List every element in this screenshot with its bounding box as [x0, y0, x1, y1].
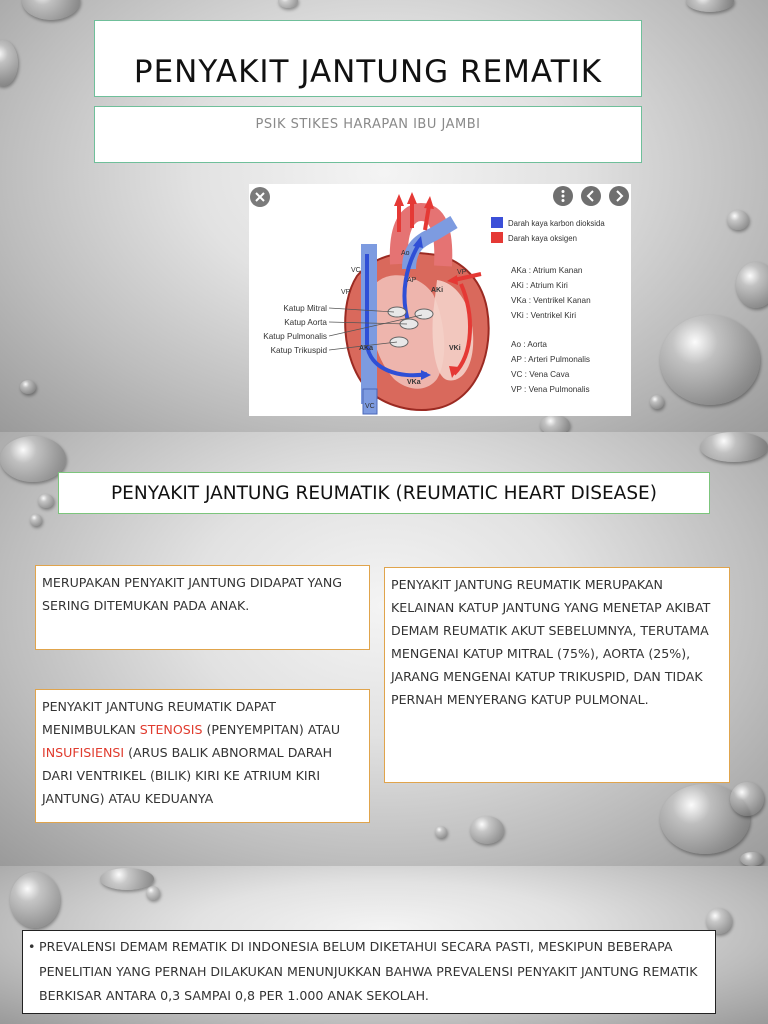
water-drop [100, 868, 154, 890]
prevalence-text: PREVALENSI DEMAM REMATIK DI INDONESIA BELUM DIKETAHUI SECARA PASTI, MESKIPUN BEBERAPA PENELITIAN YANG PERNAH DILAKUKAN MENUNJUKKAN BAHWA PREVALENSI PENYAKIT JANTUNG REMATIK BERKISAR ANTARA 0,3 SAMPAI 0,8 PER 1.000 ANAK SEKOLAH. [39, 939, 698, 1003]
label-aka: AKa [359, 345, 374, 352]
valve-label-pulmonalis: Katup Pulmonalis [263, 332, 327, 341]
water-drop [660, 315, 760, 405]
section-title: PENYAKIT JANTUNG REUMATIK (REUMATIC HEART DISEASE) [111, 482, 657, 504]
water-drop [20, 380, 36, 394]
water-drop [38, 494, 54, 508]
water-drop [700, 432, 768, 462]
complication-box [35, 689, 370, 823]
water-drop [650, 395, 664, 409]
abbreviation-list [511, 266, 591, 394]
abbr-item: VKi : Ventrikel Kiri [511, 311, 577, 320]
definition-box [35, 565, 370, 650]
label-aki: AKi [431, 287, 444, 294]
water-drop [22, 0, 80, 20]
abbr-item: AKa : Atrium Kanan [511, 266, 583, 275]
legend-label-co2: Darah kaya karbon dioksida [508, 219, 605, 228]
water-drop [740, 852, 764, 866]
subtitle: PSIK STIKES HARAPAN IBU JAMBI [255, 117, 481, 132]
abbr-item: Ao : Aorta [511, 340, 547, 349]
section-title-box [58, 472, 710, 514]
label-vc-bottom: VC [365, 403, 375, 410]
water-drop [278, 0, 298, 8]
heart-diagram-svg [249, 184, 631, 416]
more-icon[interactable] [553, 186, 573, 206]
water-drop [0, 40, 18, 86]
water-drop [10, 872, 60, 928]
water-drop [730, 782, 764, 816]
abbr-item: VC : Vena Cava [511, 370, 570, 379]
abbr-item: AKi : Atrium Kiri [511, 281, 568, 290]
page-title: PENYAKIT JANTUNG REMATIK [133, 54, 603, 90]
complication-text-3: (ARUS BALIK ABNORMAL DARAH DARI VENTRIKEL (BILIK) KIRI KE ATRIUM KIRI JANTUNG) ATAU KEDUANYA [42, 745, 333, 806]
water-drop [736, 262, 768, 308]
valve-disorder-box [384, 567, 730, 783]
slide-3 [0, 866, 768, 1024]
label-vki: VKi [449, 345, 461, 352]
close-icon[interactable] [250, 187, 270, 207]
subtitle-box [94, 106, 642, 163]
complication-text-2: (PENYEMPITAN) ATAU [202, 722, 341, 737]
valve-label-trikuspid: Katup Trikuspid [270, 346, 327, 355]
label-vp-right: VP [457, 269, 467, 276]
abbr-item: VKa : Ventrikel Kanan [511, 296, 591, 305]
abbr-item: VP : Vena Pulmonalis [511, 385, 590, 394]
water-drop [686, 0, 734, 12]
label-ap: AP [407, 277, 417, 284]
bullet: • [28, 939, 36, 954]
chevron-right-icon[interactable] [609, 186, 629, 206]
valve-label-mitral: Katup Mitral [283, 304, 327, 313]
complication-text-1: PENYAKIT JANTUNG REUMATIK DAPAT MENIMBULKAN [42, 699, 276, 737]
slide-2 [0, 432, 768, 866]
label-vka: VKa [407, 379, 421, 386]
label-ao: Ao [401, 250, 410, 257]
heart-diagram [249, 184, 631, 416]
title-box [94, 20, 642, 97]
legend-label-o2: Darah kaya oksigen [508, 234, 577, 243]
label-vp-left: VP [341, 289, 351, 296]
definition-text: MERUPAKAN PENYAKIT JANTUNG DIDAPAT YANG SERING DITEMUKAN PADA ANAK. [42, 575, 342, 613]
legend [491, 217, 605, 243]
water-drop [470, 816, 504, 844]
abbr-item: AP : Arteri Pulmonalis [511, 355, 591, 364]
stenosis-term: STENOSIS [139, 722, 203, 737]
chevron-left-icon[interactable] [581, 186, 601, 206]
water-drop [435, 826, 447, 838]
water-drop [727, 210, 749, 230]
valve-disorder-text: PENYAKIT JANTUNG REUMATIK MERUPAKAN KELAINAN KATUP JANTUNG YANG MENETAP AKIBAT DEMAM REUMATIK AKUT SEBELUMNYA, TERUTAMA MENGENAI KATUP MITRAL (75%), AORTA (25%), JARANG MENGENAI KATUP TRIKUSPID, DAN TIDAK PERNAH MENYERANG KATUP PULMONAL. [391, 577, 711, 707]
slide-1 [0, 0, 768, 432]
water-drop [146, 886, 160, 900]
water-drop [0, 436, 66, 482]
water-drop [30, 514, 42, 526]
prevalence-box [22, 930, 716, 1014]
water-drop [540, 415, 570, 432]
label-vc-top: VC [351, 267, 361, 274]
insufisiensi-term: INSUFISIENSI [42, 745, 125, 760]
valve-label-aorta: Katup Aorta [284, 318, 327, 327]
